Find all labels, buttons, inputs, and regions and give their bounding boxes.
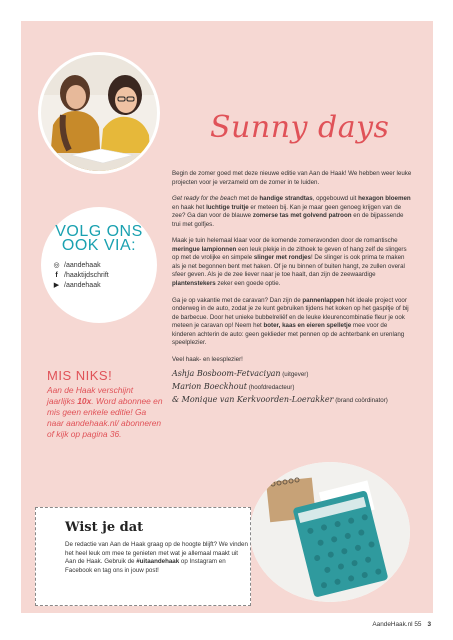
signature: Ashja Bosboom-Fetvaciyan (uitgever) (172, 369, 309, 379)
did-you-know-box (35, 507, 251, 606)
text-run: en de bijpassende trui met golfjes. (172, 212, 404, 228)
text-run: met de (237, 195, 260, 203)
text-run: boter, kaas en eieren spelletje (263, 322, 352, 330)
text-run: , opgebouwd uit (312, 195, 359, 203)
text-run: Maak je tuin helemaal klaar voor de komende zomeravonden door de romantische (172, 237, 398, 245)
signature: Marion Boeckhout (hoofdredacteur) (172, 382, 295, 392)
article-closing: Veel haak- en leesplezier! (172, 355, 243, 363)
text-run: hét ideale project voor onderweg in de auto, zodat je ze kunt gebruiken tijdens het koken op het gaspitje of bij de barbecue. Door het unieke bubbelreliëf en de leuke kleurencombinatie fleur je ook meteen je caravan op! Neem het (172, 296, 409, 330)
text-run: pannenlappen (302, 296, 345, 304)
social-link-youtube[interactable] (53, 281, 109, 291)
social-label: /aandehaak (64, 282, 101, 289)
text-run: plantenstekers (172, 280, 216, 288)
text-run: mee voor de kinderen achterin de auto: geen geklieder met pennen op de achterbank en urenlang speelplezier. (172, 322, 405, 347)
subscribe-callout (47, 368, 163, 440)
text-run: luchtige truitje (206, 203, 249, 211)
text-run: er meteen bij. Kan je maar geen genoeg krijgen van de zee? Ga dan voor de blauwe (172, 203, 402, 220)
signature: & Monique van Kerkvoorden-Loerakker (brand coördinator) (172, 395, 388, 405)
text-run: hexagon bloemen (358, 195, 411, 203)
social-link-instagram[interactable] (53, 261, 109, 271)
article-paragraph (172, 297, 412, 348)
article-paragraph (172, 195, 412, 229)
did-you-know-title: Wist je dat (65, 520, 144, 535)
subscribe-text: Aan de Haak verschijnt jaarlijks 10x. Word abonnee en mis geen enkele editie! Ga naar aandehaak.nl/ abonneren of kijk op pagina 36. (47, 385, 163, 439)
text-run: handige strandtas (259, 195, 313, 203)
text-run: ! De slinger is ook prima te maken als je net begonnen bent met haken. Of je nu binnen of buiten hangt, ze zullen overal sfeer geven. Als je de zee liever naar je toe haalt, dan zijn de zeewaardige (172, 254, 405, 279)
youtube-icon: ▶ (53, 282, 60, 289)
did-you-know-text: De redactie van Aan de Haak graag op de hoogte blijft? We vinden het heel leuk om mee te genieten met wat je allemaal maakt uit Aan de Haak. Gebruik de #uitaandehaak op Instagram en Facebook en tag ons in jouw post! (65, 541, 248, 574)
page-title: Sunny days (210, 110, 390, 145)
social-links (53, 261, 109, 291)
follow-us-title: VOLG ONS OOK VIA: (55, 223, 143, 254)
footer-site: AandeHaak.nl 55 (372, 621, 422, 628)
facebook-icon: f (55, 272, 58, 279)
instagram-icon: ◎ (53, 262, 60, 269)
editors-photo (41, 55, 157, 171)
article-paragraph: Begin de zomer goed met deze nieuwe editie van Aan de Haak! We hebben weer leuke projecten voor je verzameld om de zomer in te luiden. (172, 170, 412, 186)
text-run: een leuk plekje in de zithoek te geven of hang zelf de slingers op met de vrolijke en simpele (172, 245, 407, 262)
subscribe-title: MIS NIKS! (47, 368, 113, 383)
text-run: zomerse tas met golvend patroon (252, 212, 352, 220)
social-label: /aandehaak (64, 262, 101, 269)
signatures (172, 368, 412, 407)
follow-us-circle (41, 207, 157, 323)
editorial-article (172, 170, 412, 407)
text-run: meringue lampionnen (172, 245, 237, 253)
page-number: 3 (427, 621, 431, 628)
text-run: zeker een goede optie. (215, 280, 281, 288)
crochet-pouch-photo (250, 462, 410, 602)
text-run: Ga je op vakantie met de caravan? Dan zijn de (172, 296, 303, 304)
social-label: /haaktijdschrift (64, 272, 109, 279)
text-run: en haak het (172, 203, 207, 211)
text-run: slinger met rondjes (253, 254, 311, 262)
page-footer (372, 621, 431, 628)
article-paragraph (172, 237, 412, 288)
text-run: Get ready for the beach (172, 195, 238, 203)
social-link-facebook[interactable] (53, 271, 109, 281)
